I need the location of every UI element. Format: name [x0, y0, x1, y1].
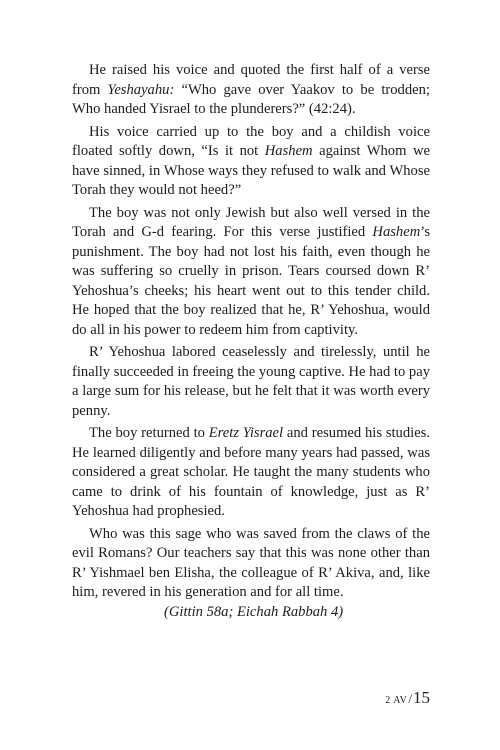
paragraph-3	[72, 204, 430, 341]
paragraph-italic-text: Eretz Yisrael	[208, 425, 284, 441]
paragraph-text: He raised his voice and quoted the first half of a verse from	[72, 62, 430, 98]
paragraph-text: His voice carried up to the boy and a childish voice floated softly down, “Is it not	[72, 123, 430, 159]
paragraph-6	[72, 525, 430, 603]
page-footer	[385, 688, 430, 708]
paragraph-2	[72, 123, 430, 201]
paragraph-text: The boy returned to	[89, 425, 209, 441]
running-footer-label: 2 AV	[385, 695, 408, 706]
page-number: 15	[413, 688, 430, 707]
paragraph-5	[72, 424, 430, 522]
paragraph-4	[72, 343, 430, 421]
paragraph-text: “Who gave over Yaakov to be trodden; Who handed Yisrael to the plunderers?” (42:24).	[72, 81, 430, 117]
paragraph-italic-text: Hashem	[264, 143, 313, 159]
paragraph-text: ’s punishment. The boy had not lost his faith, even though he was suffering so cruelly in prison. Tears coursed down R’ Yehoshua’s cheeks; his heart went out to this tender child. He hoped that the boy realized that he, R’ Yehoshua, would do all in his power to redeem him from captivity.	[72, 224, 430, 338]
paragraph-text: R’ Yehoshua labored ceaselessly and tirelessly, until he finally succeeded in freeing the young captive. He had to pay a large sum for his release, but he felt that it was worth every penny.	[72, 344, 430, 419]
paragraph-italic-text: Yeshayahu:	[107, 81, 175, 98]
source-citation: (Gittin 58a; Eichah Rabbah 4)	[164, 603, 344, 620]
paragraph-text: Who was this sage who was saved from the claws of the evil Romans? Our teachers say that this was none other than R’ Yishmael ben Elisha, the colleague of R’ Akiva, and, like him, revered in his generation and for all time.	[72, 525, 430, 600]
paragraph-1	[72, 61, 430, 120]
footer-separator: /	[408, 691, 412, 706]
paragraph-text: against Whom we have sinned, in Whose ways they refused to walk and Whose Torah they would not heed?”	[72, 143, 430, 198]
page-body	[72, 61, 430, 622]
paragraph-italic-text: Hashem	[372, 224, 421, 240]
paragraph-text: and resumed his studies. He learned diligently and before many years had passed, was considered a great scholar. He taught the many students who came to drink of his fountain of knowledge, just as R’ Yehoshua had prophesied.	[72, 425, 431, 519]
paragraph-text: The boy was not only Jewish but also well versed in the Torah and G-d fearing. For this verse justified	[72, 204, 430, 240]
